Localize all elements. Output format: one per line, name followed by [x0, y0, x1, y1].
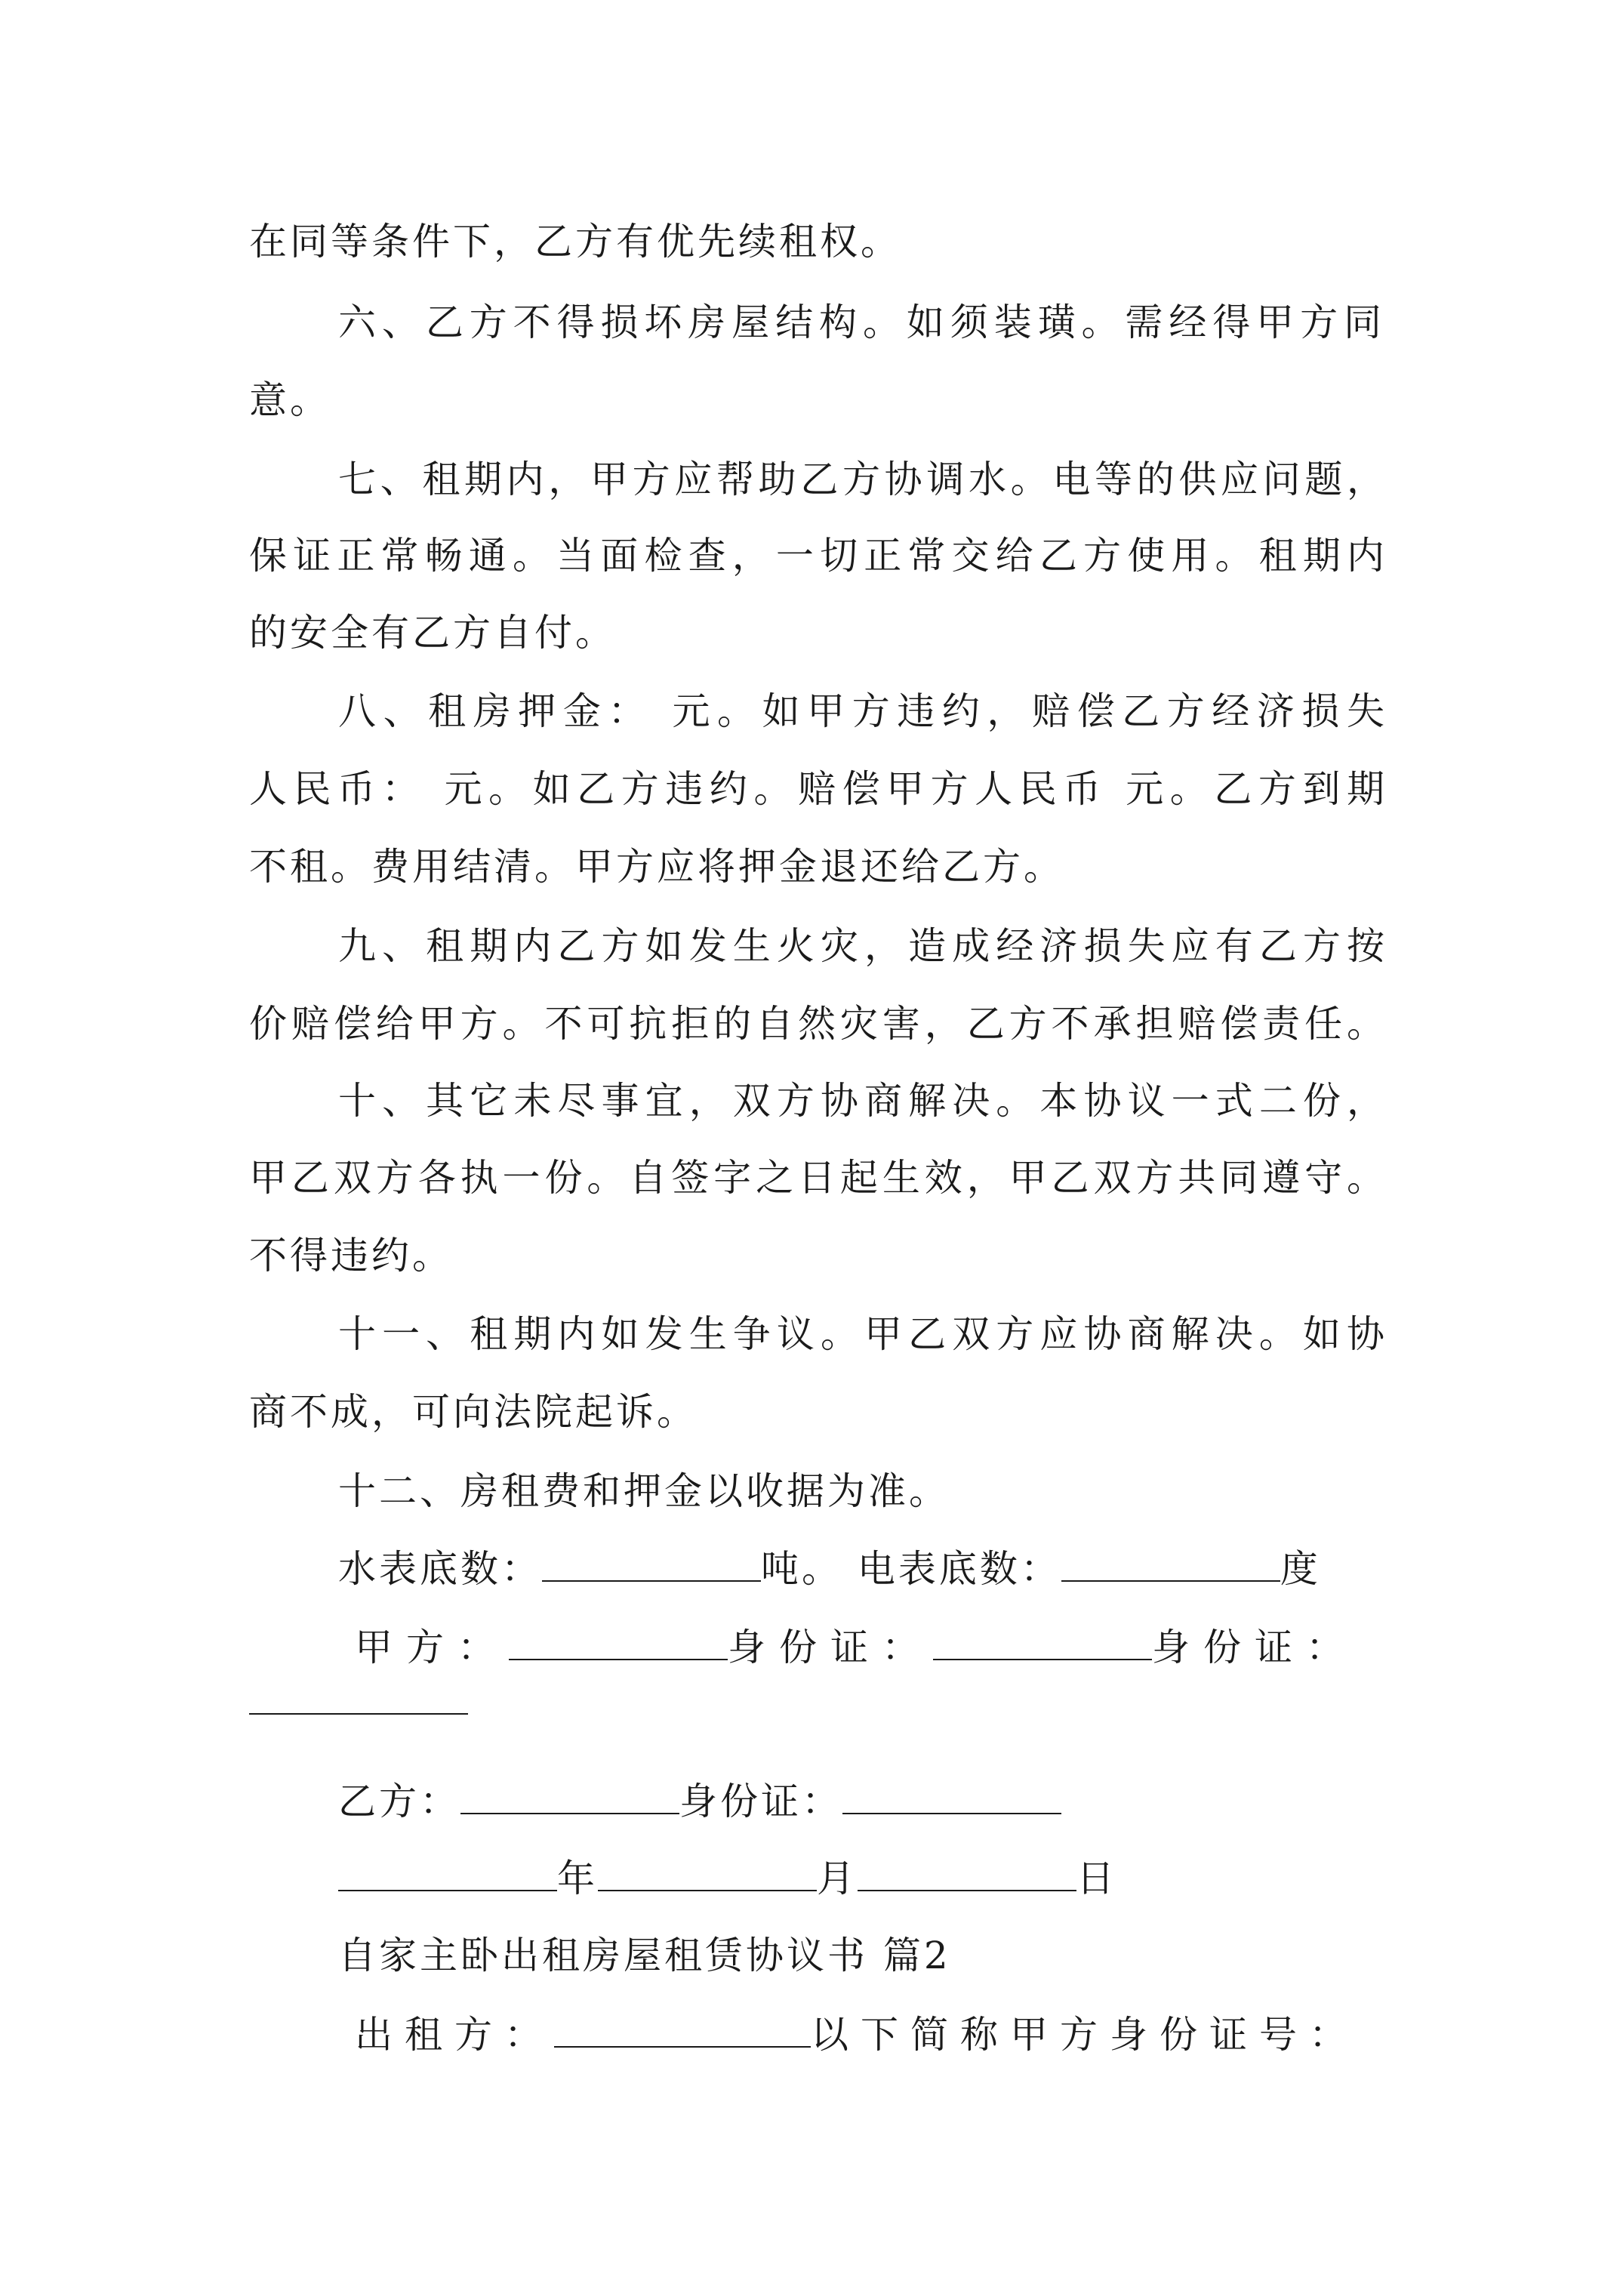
month-label: 月 — [817, 1857, 858, 1900]
party-b-line — [338, 1779, 1061, 1824]
electric-meter-blank[interactable] — [1061, 1547, 1280, 1582]
clause-7-line-2: 保证正常畅通。当面检查，一切正常交给乙方使用。租期内 — [249, 534, 1387, 578]
electric-meter-unit: 度 — [1280, 1547, 1321, 1591]
clause-6-line-1: 六、乙方不得损坏房屋结构。如须装璜。需经得甲方同 — [338, 300, 1384, 344]
clause-12-line: 十二、房租费和押金以收据为准。 — [338, 1469, 950, 1513]
party-a-label: 甲方： — [355, 1626, 509, 1669]
clause-10-line-2: 甲乙双方各执一份。自签字之日起生效，甲乙双方共同遵守。 — [249, 1156, 1387, 1200]
clause-8-line-1: 八、租房押金： 元。如甲方违约，赔偿乙方经济损失 — [338, 689, 1387, 733]
lessor-label: 出租方： — [355, 2013, 554, 2057]
clause-6-line-2: 意。 — [249, 378, 331, 422]
lessor-suffix: 以下简称甲方身份证号： — [811, 2013, 1359, 2057]
day-label: 日 — [1076, 1857, 1117, 1900]
clause-9-line-1: 九、租期内乙方如发生火灾，造成经济损失应有乙方按 — [338, 924, 1387, 968]
date-line — [338, 1856, 1117, 1901]
clause-8-line-3: 不租。费用结清。甲方应将押金退还给乙方。 — [249, 845, 1064, 889]
party-b-name-blank[interactable] — [460, 1780, 679, 1814]
clause-10-line-3: 不得违约。 — [249, 1234, 453, 1277]
clause-7-line-1: 七、租期内，甲方应帮助乙方协调水。电等的供应问题， — [338, 458, 1387, 501]
party-b-id-label: 身份证： — [679, 1780, 842, 1823]
party-b-label: 乙方： — [338, 1780, 460, 1823]
clause-11-line-2: 商不成，可向法院起诉。 — [249, 1390, 698, 1434]
month-blank[interactable] — [598, 1857, 817, 1891]
next-document-title: 自家主卧出租房屋租赁协议书 篇2 — [338, 1934, 951, 1977]
clause-7-line-3: 的安全有乙方自付。 — [249, 611, 616, 655]
water-meter-unit: 吨。 — [761, 1547, 842, 1591]
electric-meter-label: 电表底数： — [857, 1547, 1061, 1591]
year-blank[interactable] — [338, 1857, 557, 1891]
lessor-name-blank[interactable] — [554, 2013, 811, 2048]
party-b-id-blank[interactable] — [842, 1780, 1061, 1814]
meter-reading-line — [338, 1546, 1321, 1592]
party-a-id-label: 身份证： — [728, 1626, 933, 1669]
clause-8-line-2: 人民币： 元。如乙方违约。赔偿甲方人民币 元。乙方到期 — [249, 767, 1387, 811]
lessor-line — [355, 2012, 1359, 2057]
party-a-continuation — [249, 1679, 468, 1724]
party-a-name-blank[interactable] — [509, 1626, 728, 1660]
party-a-id-blank[interactable] — [933, 1626, 1152, 1660]
party-a-line — [355, 1625, 1357, 1670]
clause-11-line-1: 十一、租期内如发生争议。甲乙双方应协商解决。如协 — [338, 1312, 1387, 1356]
year-label: 年 — [557, 1857, 598, 1900]
party-a-id-blank-2[interactable] — [249, 1680, 468, 1715]
water-meter-blank[interactable] — [542, 1547, 761, 1582]
paragraph-line: 在同等条件下，乙方有优先续租权。 — [249, 220, 901, 264]
clause-9-line-2: 价赔偿给甲方。不可抗拒的自然灾害，乙方不承担赔偿责任。 — [249, 1002, 1387, 1046]
clause-10-line-1: 十、其它未尽事宜，双方协商解决。本协议一式二份， — [338, 1079, 1387, 1123]
day-blank[interactable] — [858, 1857, 1076, 1891]
party-a-id-label-2: 身份证： — [1152, 1626, 1357, 1669]
water-meter-label: 水表底数： — [338, 1547, 542, 1591]
